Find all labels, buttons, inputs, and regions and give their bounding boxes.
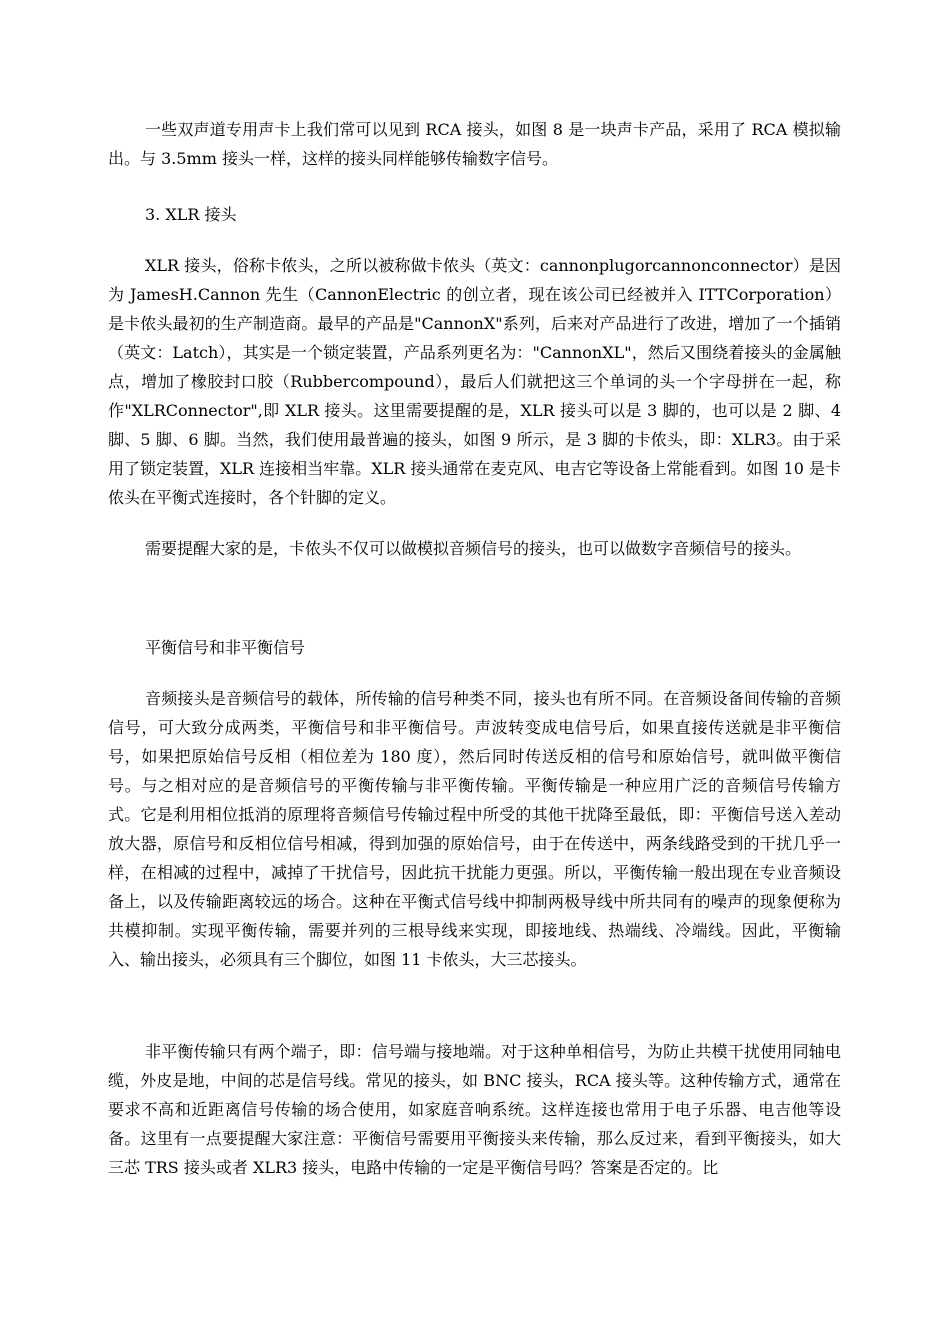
paragraph-balanced: 音频接头是音频信号的载体，所传输的信号种类不同，接头也有所不同。在音频设备间传输的音频信号，可大致分成两类，平衡信号和非平衡信号。声波转变成电信号后，如果直接传送就是非平衡信号，如果把原始信号反相（相位差为 180 度），然后同时传送反相的信号和原始信号，就叫做平衡信号。与之相对应的是音频信号的平衡传输与非平衡传输。平衡传输是一种应用广泛的音频信号传输方式。它是利用相位抵消的原理将音频信号传输过程中所受的其他干扰降至最低，即：平衡信号送入差动放大器，原信号和反相位信号相减，得到加强的原始信号，由于在传送中，两条线路受到的干扰几乎一样，在相减的过程中，减掉了干扰信号，因此抗干扰能力更强。所以，平衡传输一般出现在专业音频设备上，以及传输距离较远的场合。这种在平衡式信号线中抑制两极导线中所共同有的噪声的现象便称为共模抑制。实现平衡传输，需要并列的三根导线来实现，即接地线、热端线、冷端线。因此，平衡输入、输出接头，必须具有三个脚位，如图 11 卡侬头，大三芯接头。 xyxy=(108,689,841,969)
heading-balanced-signals: 平衡信号和非平衡信号 xyxy=(145,638,306,657)
paragraph-xlr: XLR 接头，俗称卡侬头，之所以被称做卡侬头（英文：cannonplugorcannonconnector）是因为 JamesH.Cannon 先生（CannonElectric 的创立者，现在该公司已经被并入 ITTCorporation）是卡侬头最初的生产制造商。最早的产品是"CannonX"系列，后来对产品进行了改进，增加了一个插销（英文：Latch），其实是一个锁定装置，产品系列更名为："CannonXL"，然后又围绕着接头的金属触点，增加了橡胶封口胶（Rubbercompound），最后人们就把这三个单词的头一个字母拼在一起，称作"XLRConnector",即 XLR 接头。这里需要提醒的是，XLR 接头可以是 3 脚的，也可以是 2 脚、4 脚、5 脚、6 脚。当然，我们使用最普遍的接头，如图 9 所示，是 3 脚的卡侬头，即：XLR3。由于采用了锁定装置，XLR 连接相当牢靠。XLR 接头通常在麦克风、电吉它等设备上常能看到。如图 10 是卡侬头在平衡式连接时，各个针脚的定义。 xyxy=(108,256,841,507)
paragraph-xlr-note: 需要提醒大家的是，卡侬头不仅可以做模拟音频信号的接头，也可以做数字音频信号的接头。 xyxy=(145,539,802,558)
paragraph-rca: 一些双声道专用声卡上我们常可以见到 RCA 接头，如图 8 是一块声卡产品，采用了 RCA 模拟输出。与 3.5mm 接头一样，这样的接头同样能够传输数字信号。 xyxy=(108,120,841,168)
heading-xlr: 3. XLR 接头 xyxy=(145,205,237,224)
paragraph-unbalanced: 非平衡传输只有两个端子，即：信号端与接地端。对于这种单相信号，为防止共模干扰使用同轴电缆，外皮是地，中间的芯是信号线。常见的接头，如 BNC 接头，RCA 接头等。这种传输方式，通常在要求不高和近距离信号传输的场合使用，如家庭音响系统。这样连接也常用于电子乐器、电吉他等设备。这里有一点要提醒大家注意：平衡信号需要用平衡接头来传输，那么反过来，看到平衡接头，如大三芯 TRS 接头或者 XLR3 接头，电路中传输的一定是平衡信号吗？答案是否定的。比 xyxy=(108,1042,841,1177)
